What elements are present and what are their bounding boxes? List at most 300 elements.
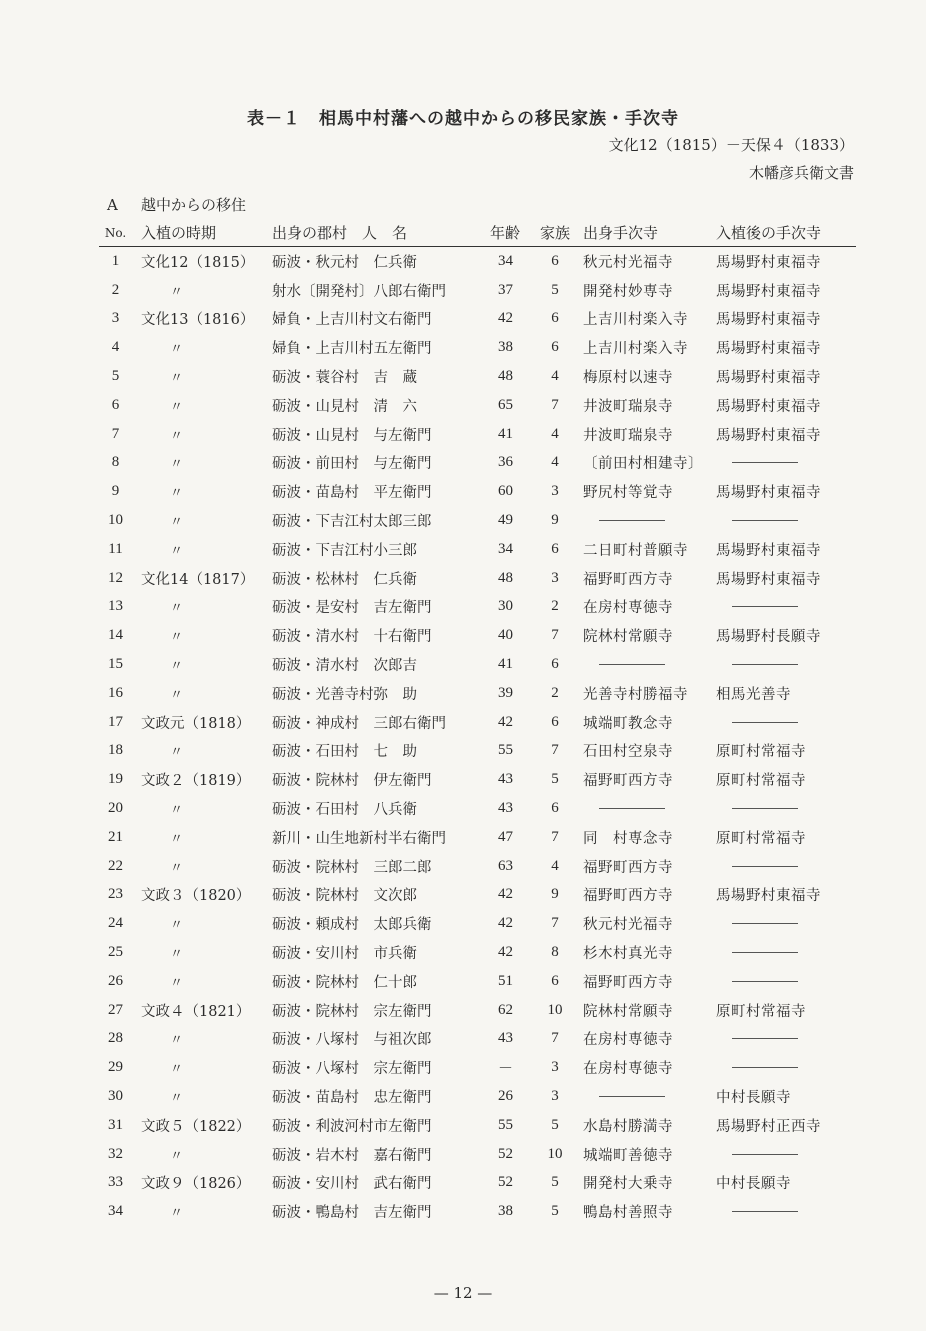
row-age: 65 (498, 396, 513, 413)
row-origin: 砺波・前田村 与左衛門 (272, 456, 432, 473)
table-row (99, 1111, 856, 1140)
row-new-temple (716, 1140, 856, 1169)
row-orig-temple (583, 650, 716, 679)
row-family: 6 (551, 339, 559, 356)
row-family: 7 (551, 1030, 559, 1047)
row-family: 7 (551, 627, 559, 644)
table-row (99, 391, 856, 420)
row-no: 19 (108, 771, 123, 788)
row-age: 42 (498, 310, 513, 327)
table-row (99, 449, 856, 478)
row-family: 6 (551, 540, 559, 557)
row-period: 〃 (170, 601, 184, 617)
table-row (99, 679, 856, 708)
row-origin: 婦負・上吉川村五左衛門 (272, 341, 432, 358)
table-row (99, 362, 856, 391)
row-family: 4 (551, 368, 559, 385)
blank-dash (732, 952, 798, 953)
row-new-temple (716, 852, 856, 881)
row-new-temple (716, 909, 856, 938)
row-origin: 砺波・山見村 与左衛門 (272, 427, 432, 444)
row-new-temple (716, 506, 856, 535)
row-period: 文政５（1822） (141, 1118, 251, 1135)
row-family: 5 (551, 281, 559, 298)
row-new-temple (716, 967, 856, 996)
row-family: 3 (551, 1088, 559, 1104)
row-family: 5 (551, 771, 559, 788)
row-age: 43 (498, 771, 513, 788)
row-origin: 砺波・安川村 市兵衛 (272, 946, 417, 963)
row-family: 6 (551, 310, 559, 327)
section-heading (107, 194, 246, 215)
row-age: 34 (498, 252, 513, 269)
table-row (99, 852, 856, 881)
row-no: 28 (108, 1030, 123, 1047)
blank-dash (732, 1211, 798, 1212)
row-family: 7 (551, 828, 559, 845)
row-origin: 砺波・下吉江村太郎三郎 (272, 514, 432, 531)
row-period: 文化13（1816） (141, 312, 255, 329)
row-origin: 砺波・苗島村 平左衛門 (272, 485, 432, 502)
blank-dash (732, 866, 798, 867)
row-no: 18 (108, 742, 123, 759)
table-row (99, 1053, 856, 1082)
table-row (99, 593, 856, 622)
row-no: 6 (111, 396, 120, 413)
row-age: 26 (498, 1088, 513, 1104)
row-orig-temple: 城端町善徳寺 (583, 1147, 673, 1164)
row-age: 55 (498, 742, 513, 759)
row-period: 〃 (170, 428, 184, 444)
row-age: 52 (498, 1145, 513, 1162)
row-age: 42 (498, 886, 513, 903)
row-origin: 砺波・苗島村 忠左衛門 (272, 1090, 432, 1106)
row-period: 文政元（1818） (141, 715, 251, 732)
row-origin: 砺波・石田村 八兵衛 (272, 802, 417, 819)
row-age: 39 (498, 684, 513, 701)
row-family: 5 (551, 1116, 559, 1133)
row-orig-temple: 開発村妙専寺 (583, 283, 673, 300)
header-origin: 出身の郡村 人 名 (272, 219, 483, 247)
row-no: 29 (108, 1059, 123, 1076)
table-row (99, 1169, 856, 1198)
table-body (99, 247, 856, 1227)
row-age: 47 (498, 828, 513, 845)
row-orig-temple (583, 794, 716, 823)
row-new-temple (716, 1053, 856, 1082)
row-no: 9 (111, 483, 120, 500)
row-new-temple: 馬場野村東福寺 (716, 254, 821, 271)
row-origin: 砺波・八塚村 宗左衛門 (272, 1061, 432, 1078)
row-period: 〃 (170, 975, 184, 991)
header-period: 入植の時期 (132, 219, 272, 247)
row-family: 9 (551, 512, 559, 529)
row-family: 9 (551, 886, 559, 903)
row-period: 〃 (170, 659, 184, 675)
row-age: 43 (498, 1030, 513, 1047)
row-family: 10 (547, 1001, 563, 1018)
blank-dash (732, 462, 798, 463)
row-new-temple: 馬場野村東福寺 (716, 341, 821, 358)
row-family: 6 (551, 713, 559, 730)
row-origin: 砺波・安川村 武右衛門 (272, 1176, 432, 1193)
row-age: 38 (498, 1203, 513, 1220)
section-label: A (107, 196, 118, 214)
row-origin: 砺波・松林村 仁兵衛 (272, 571, 417, 588)
row-new-temple: 馬場野村東福寺 (716, 571, 821, 588)
row-family: 5 (551, 1174, 559, 1191)
row-family: 3 (551, 1059, 559, 1076)
row-age: 30 (498, 598, 513, 615)
row-family: 7 (551, 742, 559, 759)
row-age: － (497, 1061, 513, 1078)
row-origin: 砺波・清水村 十右衛門 (272, 629, 432, 646)
table-row (99, 621, 856, 650)
row-family: 6 (551, 800, 559, 817)
row-origin: 砺波・八塚村 与祖次郎 (272, 1032, 432, 1049)
table-row (99, 938, 856, 967)
row-new-temple (716, 794, 856, 823)
table-row (99, 506, 856, 535)
row-period: 〃 (170, 486, 184, 502)
blank-dash (732, 1067, 798, 1068)
blank-dash (732, 664, 798, 665)
row-new-temple: 馬場野村東福寺 (716, 888, 821, 905)
table-row (99, 276, 856, 305)
row-age: 41 (498, 425, 513, 442)
row-orig-temple: 開発村大乗寺 (583, 1176, 673, 1193)
header-new-temple: 入植後の手次寺 (716, 219, 856, 247)
row-new-temple: 原町村常福寺 (716, 1003, 806, 1020)
row-new-temple: 原町村常福寺 (716, 744, 806, 761)
row-orig-temple: 野尻村等覚寺 (583, 485, 673, 502)
row-period: 〃 (170, 687, 184, 703)
row-no: 12 (108, 569, 123, 586)
row-age: 42 (498, 713, 513, 730)
row-origin: 砺波・院林村 伊左衛門 (272, 773, 432, 790)
row-period: 〃 (170, 399, 184, 415)
row-age: 42 (498, 944, 513, 961)
row-origin: 砺波・利波河村市左衛門 (272, 1118, 432, 1135)
blank-dash (599, 1096, 665, 1097)
page-number: — 12 — (433, 1284, 493, 1302)
row-age: 55 (498, 1116, 513, 1133)
blank-dash (732, 606, 798, 607)
row-age: 36 (498, 454, 513, 471)
row-origin: 新川・山生地新村半右衛門 (272, 830, 446, 847)
table-header-row (99, 219, 856, 247)
row-origin: 砺波・院林村 文次郎 (272, 888, 417, 905)
row-no: 33 (108, 1174, 123, 1191)
row-family: 3 (551, 483, 559, 500)
row-period: 文化14（1817） (141, 571, 255, 588)
row-period: 文政２（1819） (141, 773, 251, 790)
table-row (99, 765, 856, 794)
row-period: 文化12（1815） (141, 254, 255, 271)
table-row (99, 1140, 856, 1169)
row-age: 48 (498, 569, 513, 586)
row-family: 3 (551, 569, 559, 586)
row-period: 〃 (170, 630, 184, 646)
migrant-table (99, 219, 856, 1226)
row-origin: 砺波・山見村 清 六 (272, 398, 417, 415)
row-origin: 砺波・頼成村 太郎兵衛 (272, 917, 432, 934)
row-orig-temple: 福野町西方寺 (583, 888, 673, 905)
row-new-temple: 馬場野村東福寺 (716, 542, 821, 559)
row-period: 文政９（1826） (141, 1176, 251, 1193)
row-orig-temple (583, 1082, 716, 1111)
row-period: 文政３（1820） (141, 888, 251, 905)
row-family: 6 (551, 972, 559, 989)
header-family: 家族 (527, 219, 583, 247)
row-orig-temple: 光善寺村勝福寺 (583, 686, 688, 703)
row-orig-temple: 上吉川村楽入寺 (583, 341, 688, 358)
row-no: 24 (108, 915, 123, 932)
table-row (99, 305, 856, 334)
row-no: 34 (108, 1203, 123, 1220)
row-age: 48 (498, 368, 513, 385)
table-row (99, 333, 856, 362)
row-age: 37 (498, 281, 513, 298)
table-row (99, 477, 856, 506)
row-period: 〃 (170, 947, 184, 963)
row-new-temple: 中村長願寺 (716, 1090, 791, 1106)
row-orig-temple: 福野町西方寺 (583, 974, 673, 991)
row-origin: 砺波・院林村 仁十郎 (272, 974, 417, 991)
table-row (99, 535, 856, 564)
row-new-temple: 馬場野村正西寺 (716, 1118, 821, 1135)
row-no: 30 (108, 1088, 123, 1104)
row-no: 25 (108, 944, 123, 961)
row-no: 15 (108, 656, 123, 673)
row-new-temple (716, 593, 856, 622)
table-row (99, 1025, 856, 1054)
row-no: 32 (108, 1145, 123, 1162)
row-new-temple: 馬場野村長願寺 (716, 629, 821, 646)
table-row (99, 247, 856, 276)
row-origin: 砺波・下吉江村小三郎 (272, 542, 417, 559)
blank-dash (599, 664, 665, 665)
row-new-temple (716, 938, 856, 967)
row-orig-temple: 秋元村光福寺 (583, 254, 673, 271)
row-orig-temple (583, 506, 716, 535)
row-origin: 砺波・秋元村 仁兵衛 (272, 254, 417, 271)
row-period: 〃 (170, 860, 184, 876)
header-no: No. (99, 219, 132, 247)
row-new-temple (716, 1025, 856, 1054)
row-period: 〃 (170, 457, 184, 473)
row-no: 21 (108, 828, 123, 845)
row-origin: 砺波・院林村 宗左衛門 (272, 1003, 432, 1020)
row-new-temple (716, 650, 856, 679)
row-period: 〃 (170, 803, 184, 819)
row-origin: 砺波・是安村 吉左衛門 (272, 600, 432, 617)
row-period: 〃 (170, 515, 184, 531)
table-row (99, 794, 856, 823)
row-new-temple: 原町村常福寺 (716, 830, 806, 847)
row-period: 〃 (170, 831, 184, 847)
row-new-temple: 馬場野村東福寺 (716, 398, 821, 415)
blank-dash (732, 808, 798, 809)
table-title: 表－１ 相馬中村藩への越中からの移民家族・手次寺 (247, 109, 679, 129)
row-age: 34 (498, 540, 513, 557)
row-age: 49 (498, 512, 513, 529)
table-row (99, 996, 856, 1025)
row-origin: 砺波・蓑谷村 吉 蔵 (272, 370, 417, 387)
row-orig-temple: 井波町瑞泉寺 (583, 398, 673, 415)
section-title: 越中からの移住 (141, 196, 247, 214)
row-no: 31 (108, 1116, 123, 1133)
row-period: 〃 (170, 371, 184, 387)
row-family: 7 (551, 915, 559, 932)
table-row (99, 737, 856, 766)
row-no: 7 (111, 425, 120, 442)
row-origin: 砺波・神成村 三郎右衛門 (272, 715, 446, 732)
row-period: 〃 (170, 1033, 184, 1049)
row-orig-temple: 城端町教念寺 (583, 715, 673, 732)
row-new-temple (716, 449, 856, 478)
table-row (99, 909, 856, 938)
row-orig-temple: 水島村勝満寺 (583, 1118, 673, 1135)
row-period: 〃 (170, 918, 184, 934)
row-new-temple: 相馬光善寺 (716, 686, 791, 703)
row-no: 20 (108, 800, 123, 817)
row-no: 4 (111, 339, 120, 356)
row-family: 10 (547, 1145, 563, 1162)
row-age: 40 (498, 627, 513, 644)
row-family: 2 (551, 684, 559, 701)
row-age: 63 (498, 857, 513, 874)
blank-dash (732, 722, 798, 723)
row-family: 4 (551, 425, 559, 442)
row-origin: 砺波・光善寺村弥 助 (272, 686, 417, 703)
table-row (99, 564, 856, 593)
row-orig-temple: 梅原村以速寺 (583, 370, 673, 387)
row-family: 8 (551, 944, 559, 961)
row-orig-temple: 福野町西方寺 (583, 773, 673, 790)
table-row (99, 1082, 856, 1111)
row-no: 2 (111, 281, 120, 298)
row-new-temple: 馬場野村東福寺 (716, 312, 821, 329)
row-family: 4 (551, 454, 559, 471)
row-no: 1 (111, 252, 120, 269)
table-row (99, 650, 856, 679)
row-no: 14 (108, 627, 123, 644)
row-no: 22 (108, 857, 123, 874)
row-origin: 砺波・清水村 次郎吉 (272, 658, 417, 675)
row-orig-temple: 同 村専念寺 (583, 830, 673, 847)
row-orig-temple: 在房村専徳寺 (583, 1061, 673, 1078)
row-family: 6 (551, 656, 559, 673)
row-orig-temple: 井波町瑞泉寺 (583, 427, 673, 444)
row-new-temple: 馬場野村東福寺 (716, 427, 821, 444)
row-orig-temple: 鴨島村善照寺 (583, 1205, 673, 1222)
row-no: 10 (108, 512, 123, 529)
row-no: 23 (108, 886, 123, 903)
row-origin: 砺波・院林村 三郎二郎 (272, 859, 432, 876)
row-period: 〃 (170, 1091, 184, 1106)
row-orig-temple: 秋元村光福寺 (583, 917, 673, 934)
row-age: 62 (498, 1001, 513, 1018)
row-no: 17 (108, 713, 123, 730)
row-orig-temple: 杉木村真光寺 (583, 946, 673, 963)
row-no: 11 (108, 540, 123, 557)
row-orig-temple: 上吉川村楽入寺 (583, 312, 688, 329)
row-new-temple (716, 1197, 856, 1226)
row-new-temple: 馬場野村東福寺 (716, 283, 821, 300)
row-age: 41 (498, 656, 513, 673)
row-family: 5 (551, 1203, 559, 1220)
row-age: 43 (498, 800, 513, 817)
table-row (99, 708, 856, 737)
row-orig-temple: 二日町村普願寺 (583, 542, 688, 559)
row-period: 〃 (170, 1148, 184, 1164)
period-range: 文化12（1815）－天保４（1833） (608, 136, 854, 154)
row-period: 〃 (170, 745, 184, 761)
table-row (99, 1197, 856, 1226)
blank-dash (599, 520, 665, 521)
row-origin: 砺波・岩木村 嘉右衛門 (272, 1147, 432, 1164)
row-no: 16 (108, 684, 123, 701)
row-no: 8 (111, 454, 120, 471)
row-new-temple (716, 708, 856, 737)
row-period: 〃 (170, 284, 184, 300)
row-new-temple: 馬場野村東福寺 (716, 485, 821, 502)
row-age: 52 (498, 1174, 513, 1191)
row-no: 13 (108, 598, 123, 615)
row-orig-temple: 石田村空泉寺 (583, 744, 673, 761)
row-new-temple: 原町村常福寺 (716, 773, 806, 790)
row-age: 38 (498, 339, 513, 356)
row-no: 3 (111, 310, 120, 327)
header-orig-temple: 出身手次寺 (583, 219, 716, 247)
row-no: 27 (108, 1001, 123, 1018)
source-document: 木幡彦兵衛文書 (748, 164, 854, 182)
row-family: 2 (551, 598, 559, 615)
row-period: 文政４（1821） (141, 1003, 251, 1020)
blank-dash (732, 1154, 798, 1155)
row-period: 〃 (170, 1062, 184, 1078)
table-row (99, 823, 856, 852)
blank-dash (732, 1038, 798, 1039)
row-orig-temple: 院林村常願寺 (583, 1003, 673, 1020)
row-period: 〃 (170, 543, 184, 559)
row-origin: 砺波・石田村 七 助 (272, 744, 417, 761)
row-orig-temple: 福野町西方寺 (583, 859, 673, 876)
row-family: 6 (551, 252, 559, 269)
blank-dash (732, 981, 798, 982)
row-origin: 婦負・上吉川村文右衛門 (272, 312, 432, 329)
table-row (99, 967, 856, 996)
row-no: 5 (111, 368, 120, 385)
row-new-temple: 馬場野村東福寺 (716, 370, 821, 387)
row-age: 51 (498, 972, 513, 989)
row-origin: 射水〔開発村〕八郎右衛門 (272, 283, 446, 300)
row-period: 〃 (170, 342, 184, 358)
row-no: 26 (108, 972, 123, 989)
row-orig-temple: 在房村専徳寺 (583, 600, 673, 617)
row-family: 4 (551, 857, 559, 874)
row-origin: 砺波・鴨島村 吉左衛門 (272, 1205, 432, 1222)
table-row (99, 881, 856, 910)
row-orig-temple: 〔前田村相建寺〕 (583, 456, 703, 473)
blank-dash (732, 520, 798, 521)
row-family: 7 (551, 396, 559, 413)
header-age: 年齢 (483, 219, 527, 247)
row-age: 60 (498, 483, 513, 500)
blank-dash (599, 808, 665, 809)
row-age: 42 (498, 915, 513, 932)
